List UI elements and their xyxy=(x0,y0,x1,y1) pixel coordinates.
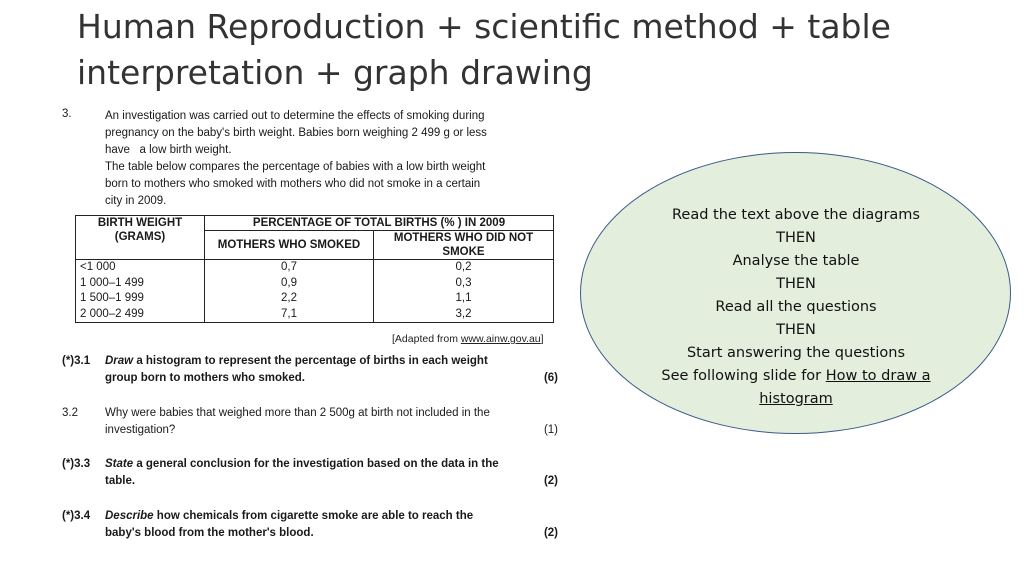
callout-prefix: See following slide for xyxy=(661,368,826,384)
cell-smoked: 0,7 xyxy=(205,260,374,276)
marks: (6) xyxy=(543,372,558,384)
subquestion-text xyxy=(105,353,505,387)
callout-line xyxy=(630,388,962,411)
instruction-verb: Describe xyxy=(105,510,154,522)
subquestion-rest: how chemicals from cigarette smoke are able to reach the baby's blood from the mother's blood. xyxy=(105,510,474,539)
table-row xyxy=(76,291,554,307)
source-prefix: [Adapted from xyxy=(392,333,461,345)
callout-line: THEN xyxy=(776,230,816,246)
callout-line xyxy=(630,365,962,388)
subquestion-3-2 xyxy=(62,405,560,439)
cell-not-smoked: 0,2 xyxy=(374,260,554,276)
slide-title xyxy=(77,4,977,96)
table-row xyxy=(76,276,554,292)
birth-weight-table xyxy=(75,215,554,323)
table-source xyxy=(392,333,544,345)
histogram-link-cont[interactable]: histogram xyxy=(759,391,833,407)
callout-line: Read the text above the diagrams xyxy=(671,207,920,223)
callout-line: THEN xyxy=(776,276,816,292)
cell-not-smoked: 0,3 xyxy=(374,276,554,292)
subquestion-3-4 xyxy=(62,508,560,542)
subquestion-rest: Why were babies that weighed more than 2 500g at birth not included in the investigation? xyxy=(105,407,490,436)
intro-line: An investigation was carried out to determine the effects of smoking during xyxy=(105,110,485,122)
col-birth-weight-header: BIRTH WEIGHT (GRAMS) xyxy=(76,216,205,260)
subquestion-text xyxy=(105,456,505,490)
subquestion-3-3 xyxy=(62,456,560,490)
question-number: 3. xyxy=(62,108,72,120)
cell-weight: 2 000–2 499 xyxy=(76,307,205,323)
group-header: PERCENTAGE OF TOTAL BIRTHS (% ) IN 2009 xyxy=(205,216,554,231)
cell-weight: <1 000 xyxy=(76,260,205,276)
source-link[interactable]: www.ainw.gov.au xyxy=(460,333,541,345)
histogram-link[interactable]: How to draw a xyxy=(825,368,931,384)
col-not-smoked-header: MOTHERS WHO DID NOT SMOKE xyxy=(374,231,554,260)
cell-weight: 1 000–1 499 xyxy=(76,276,205,292)
title-line-1: Human Reproduction + scientific method + table xyxy=(77,7,891,46)
instruction-verb: Draw xyxy=(105,355,134,367)
intro-line: The table below compares the percentage of babies with a low birth weight xyxy=(105,161,486,173)
intro-line: pregnancy on the baby's birth weight. Babies born weighing 2 499 g or less xyxy=(105,127,487,139)
subquestion-number: 3.2 xyxy=(62,407,78,419)
intro-line: born to mothers who smoked with mothers who did not smoke in a certain xyxy=(105,178,481,190)
callout-line: Analyse the table xyxy=(732,253,860,269)
cell-not-smoked: 1,1 xyxy=(374,291,554,307)
subquestion-number: (*)3.1 xyxy=(62,355,91,367)
title-line-2: interpretation + graph drawing xyxy=(77,53,593,92)
subquestion-rest: a general conclusion for the investigation based on the data in the table. xyxy=(105,458,499,487)
subquestion-text xyxy=(105,405,505,439)
question-intro xyxy=(105,108,560,210)
callout-line: Start answering the questions xyxy=(686,345,906,361)
cell-not-smoked: 3,2 xyxy=(374,307,554,323)
intro-line: city in 2009. xyxy=(105,195,167,207)
col-smoked-header: MOTHERS WHO SMOKED xyxy=(205,231,374,260)
cell-smoked: 7,1 xyxy=(205,307,374,323)
intro-line: have a low birth weight. xyxy=(105,144,232,156)
callout-text xyxy=(630,204,962,411)
subquestion-rest: a histogram to represent the percentage of births in each weight group born to mothers who smoked. xyxy=(105,355,488,384)
table-row xyxy=(76,307,554,323)
cell-smoked: 0,9 xyxy=(205,276,374,292)
marks: (1) xyxy=(543,424,558,436)
table-row xyxy=(76,260,554,276)
callout-line: THEN xyxy=(776,322,816,338)
callout-line: Read all the questions xyxy=(715,299,877,315)
subquestion-3-1 xyxy=(62,353,560,387)
subquestion-number: (*)3.3 xyxy=(62,458,91,470)
cell-weight: 1 500–1 999 xyxy=(76,291,205,307)
subquestion-number: (*)3.4 xyxy=(62,510,91,522)
subquestion-text xyxy=(105,508,505,542)
marks: (2) xyxy=(543,475,558,487)
source-suffix: ] xyxy=(540,333,544,345)
cell-smoked: 2,2 xyxy=(205,291,374,307)
instruction-verb: State xyxy=(105,458,134,470)
marks: (2) xyxy=(543,527,558,539)
